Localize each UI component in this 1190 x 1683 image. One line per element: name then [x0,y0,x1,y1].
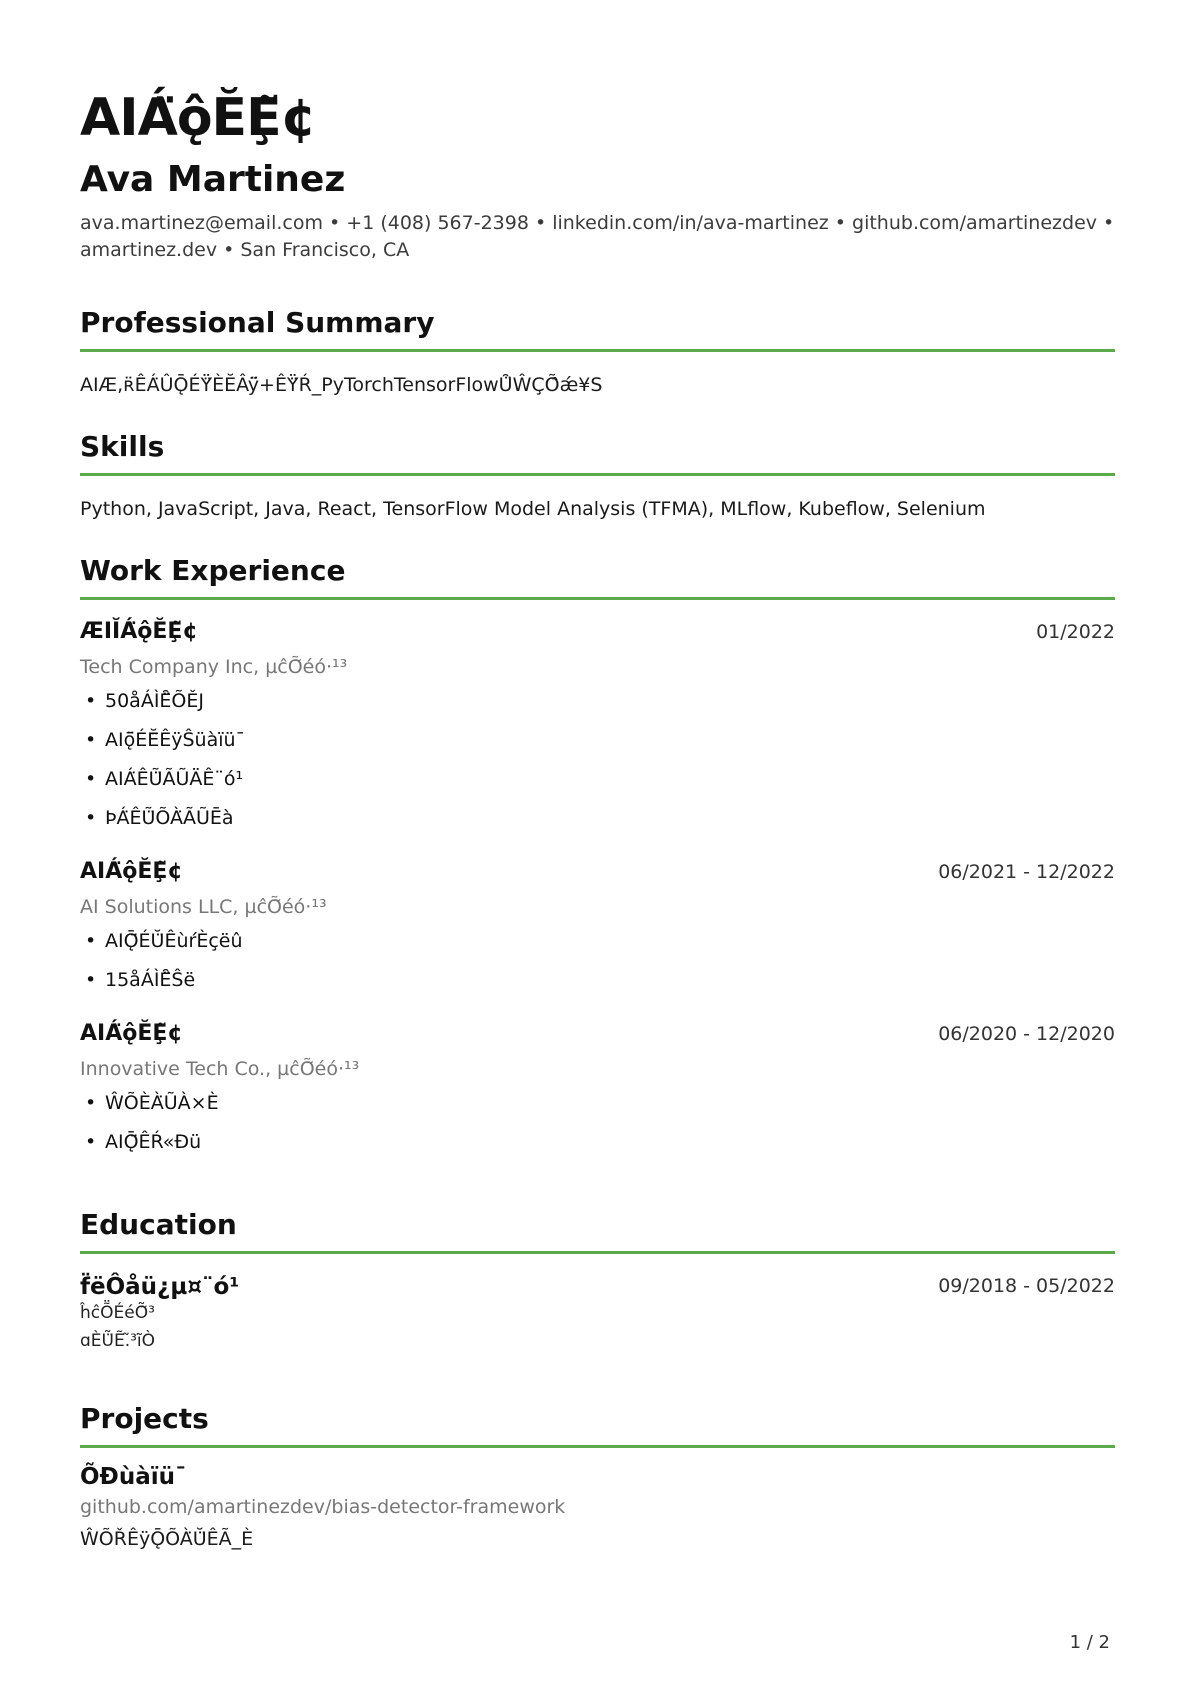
education-detail: ɑÈŨ̈Ẽ.̃³ĩÒ [80,1331,156,1351]
project-entry [80,1462,1115,1552]
projects-section [80,1401,1115,1552]
contact-line-2: amartinez.dev • San Francisco, CA [80,239,410,261]
job-bullet: • ÞÁ̈ÊŨ̈ÕÀ̈ÃŨĒà [80,805,1115,844]
section-divider [80,1445,1115,1448]
job-entry [80,1020,1115,1168]
section-divider [80,349,1115,352]
job-bullet: • AIǬ̈ÊŔ«Ðü [80,1129,1115,1168]
summary-text: AIÆ,ʀ̈ÊÁ̈ÛǬÉŸ̈ÈĔÂÿ̈+ÊŸ̈Ŕ_PyTorchTensorFlowȖ̈ŴÇÕ̂ǽ¥S [80,374,603,396]
job-bullet: • ŴÕÈÀ̈ŨÀ×È [80,1090,1115,1129]
job-date: 01/2022 [1036,621,1115,643]
job-title: AIÁ̈ǫ̂ĔȨ̃¢ [80,859,183,884]
section-divider [80,597,1115,600]
job-date: 06/2020 - 12/2020 [938,1023,1115,1045]
project-name: ÕĐùàïü¯ [80,1464,187,1490]
education-entry [80,1272,1115,1352]
job-bullets [80,928,1115,1006]
section-divider [80,473,1115,476]
job-bullets [80,1090,1115,1168]
skills-section [80,429,1115,522]
experience-section [80,553,1115,600]
projects-heading: Projects [80,1402,209,1435]
skills-heading: Skills [80,430,165,463]
summary-heading: Professional Summary [80,306,435,339]
job-bullet: • AIǭ̈ÉĔ̈ÊÿŜüàïü¯ [80,727,1115,766]
contact-line-1: ava.martinez@email.com • +1 (408) 567-2398 • linkedin.com/in/ava-martinez • github.com/amartinezdev • [80,212,1115,234]
job-company: Tech Company Inc, µĉÕ̃éó·¹³ [80,656,348,678]
candidate-name: Ava Martinez [80,159,346,200]
job-entry [80,858,1115,1006]
job-entry [80,618,1115,844]
skills-text: Python, JavaScript, Java, React, TensorFlow Model Analysis (TFMA), MLflow, Kubeflow, Selenium [80,498,986,520]
job-title: ÆIĬÁ̈ǫ̂ĔȨ̃¢ [80,619,198,644]
education-heading: Education [80,1208,237,1241]
contact-info [80,210,1115,264]
job-date: 06/2021 - 12/2022 [938,861,1115,883]
job-title: AIÁ̈ǫ̂ĔȨ̃¢ [80,1021,183,1046]
job-bullets [80,688,1115,844]
job-bullet: • 15åÁÌȆ̈Ŝë [80,967,1115,1006]
resume-title: AIÁ̈ǫ̂ĔȨ̃¢ [80,88,316,148]
section-divider [80,1251,1115,1254]
job-bullet: • AIǬ̈ÉŬ̈ÊùŕÈçëû [80,928,1115,967]
education-section [80,1207,1115,1352]
project-description: ŴÕŘÊÿǬÕÀ̈Ŭ̈ÊÃ_È [80,1528,254,1550]
job-bullet: • 50åÁÌȆ̈ÕĚJ [80,688,1115,727]
project-link[interactable]: github.com/amartinezdev/bias-detector-framework [80,1496,566,1518]
experience-heading: Work Experience [80,554,346,587]
summary-section [80,305,1115,398]
education-degree: f̈ëÔåü¿µ¤¨ó¹ [80,1274,240,1300]
job-company: Innovative Tech Co., µĉÕ̃éó·¹³ [80,1058,360,1080]
education-school: ĥĉṎÉéÕ̃³ [80,1303,155,1323]
education-date: 09/2018 - 05/2022 [938,1275,1115,1297]
page-number: 1 / 2 [1069,1632,1110,1653]
job-company: AI Solutions LLC, µĉÕ̃éó·¹³ [80,896,327,918]
job-bullet: • AIÁ̈ÊŨ̈ÃŨÄÊ¨ó¹ [80,766,1115,805]
